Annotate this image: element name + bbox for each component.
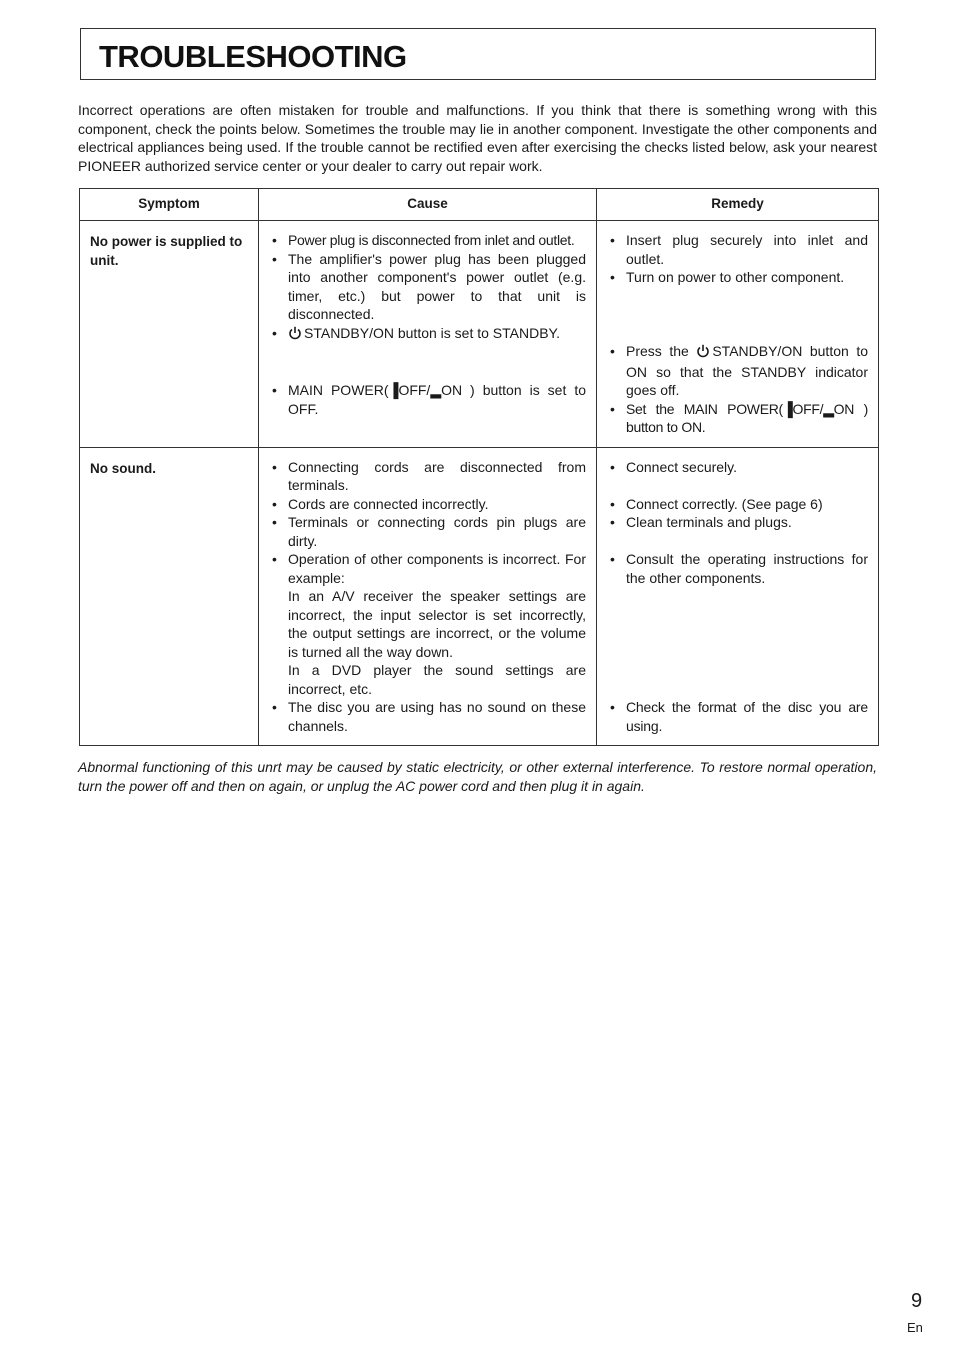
list-item: • Check the format of the disc you are using. bbox=[607, 698, 868, 735]
page-language: En bbox=[907, 1320, 923, 1335]
cause-list bbox=[269, 458, 586, 736]
header-symptom: Symptom bbox=[80, 189, 259, 221]
symptom-no-power: No power is supplied to unit. bbox=[80, 221, 259, 448]
static-electricity-note: Abnormal functioning of this unrt may be caused by static electricity, or other external interference. To restore normal operation, turn the power off and then on again, or unplug the AC power cord and then plug it in again. bbox=[78, 759, 877, 794]
list-item: • Connecting cords are disconnected from terminals. bbox=[269, 458, 586, 495]
list-item: • The amplifier's power plug has been plugged into another component's power outlet (e.g. timer, etc.) but power to that unit is disconnected. bbox=[269, 250, 586, 324]
title-box bbox=[80, 28, 876, 80]
list-item-subtext: In an A/V receiver the speaker settings are incorrect, the input selector is set incorrectly, the output settings are incorrect, or the volume is turned all the way down. bbox=[288, 588, 586, 660]
intro-paragraph: Incorrect operations are often mistaken for trouble and malfunctions. If you think that there is something wrong with this component, check the points below. Sometimes the trouble may lie in another component. Investigate the other components and electrical appliances being used. If the trouble cannot be rectified even after exercising the checks listed below, ask your nearest PIONEER authorized service center or your dealer to carry out repair work. bbox=[78, 102, 877, 175]
list-item-text: STANDBY/ON button is set to STANDBY. bbox=[304, 324, 560, 341]
list-item: • Connect securely. bbox=[607, 458, 868, 477]
symptom-no-sound: No sound. bbox=[80, 447, 259, 746]
list-item-text: • Operation of other components is incorrect. For example: bbox=[288, 551, 586, 586]
list-item: • The disc you are using has no sound on these channels. bbox=[269, 698, 586, 735]
remedy-list bbox=[607, 458, 868, 736]
list-item: • MAIN POWER(▐OFF/▂ON ) button is set to OFF. bbox=[269, 381, 586, 418]
power-icon bbox=[696, 344, 710, 363]
list-item-subtext: In a DVD player the sound settings are incorrect, etc. bbox=[288, 662, 586, 697]
list-item-prefix: Press the bbox=[626, 343, 689, 359]
header-cause: Cause bbox=[259, 189, 597, 221]
troubleshooting-table bbox=[79, 188, 879, 746]
power-icon bbox=[288, 326, 302, 345]
list-item: • Clean terminals and plugs. bbox=[607, 513, 868, 532]
remedy-cell bbox=[597, 447, 879, 746]
list-item: • Connect correctly. (See page 6) bbox=[607, 495, 868, 514]
list-item-text: STANDBY/ON button to ON so that the STANDBY indicator goes off. bbox=[626, 343, 869, 398]
table-row bbox=[80, 447, 879, 746]
list-item: • Insert plug securely into inlet and outlet. bbox=[607, 231, 868, 268]
page-title: TROUBLESHOOTING bbox=[99, 39, 407, 74]
list-item: • Terminals or connecting cords pin plugs are dirty. bbox=[269, 513, 586, 550]
list-item: • Set the MAIN POWER(▐OFF/▂ON ) button to ON. bbox=[607, 400, 868, 437]
header-remedy: Remedy bbox=[597, 189, 879, 221]
list-item: • Turn on power to other component. bbox=[607, 268, 868, 287]
list-item: • Cords are connected incorrectly. bbox=[269, 495, 586, 514]
remedy-cell bbox=[597, 221, 879, 448]
cause-cell bbox=[259, 447, 597, 746]
list-item: • Power plug is disconnected from inlet and outlet. bbox=[269, 231, 586, 250]
table-row bbox=[80, 221, 879, 448]
list-item bbox=[269, 324, 586, 345]
remedy-list bbox=[607, 231, 868, 437]
table-header-row bbox=[80, 189, 879, 221]
page-number: 9 bbox=[911, 1290, 923, 1312]
cause-cell bbox=[259, 221, 597, 448]
cause-list bbox=[269, 231, 586, 418]
list-item bbox=[269, 550, 586, 698]
list-item bbox=[607, 342, 868, 400]
list-item: • Consult the operating instructions for the other components. bbox=[607, 550, 868, 587]
